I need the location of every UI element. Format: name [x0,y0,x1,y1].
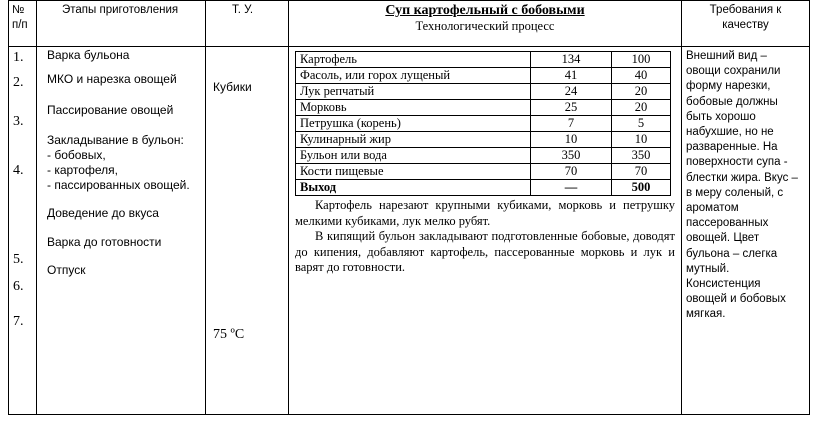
step-number-5: 5. [13,252,24,267]
header-requirements [682,3,809,33]
step-number-3: 3. [13,114,24,129]
stage-saute: Пассирование овощей [47,103,174,117]
ingredient-gross: 10 [531,132,612,148]
ingredient-net: 20 [612,100,671,116]
header-stages: Этапы приготовления [62,4,179,16]
header-requirements-line2: качеству [722,19,769,31]
stage-add-to-broth [47,133,190,193]
stage-serve: Отпуск [47,263,86,277]
ingredient-name: Кости пищевые [296,164,531,180]
ingredient-name: Бульон или вода [296,148,531,164]
ingredient-gross: 7 [531,116,612,132]
ingredient-gross: 25 [531,100,612,116]
ingredient-net: 70 [612,164,671,180]
ingredient-net: 40 [612,68,671,84]
header-temp: Т. У. [232,4,254,16]
stage-add-title: Закладывание в бульон: [47,133,184,147]
ingredient-name: Картофель [296,52,531,68]
ingredient-net: 100 [612,52,671,68]
dish-subtitle: Технологический процесс [415,19,555,33]
step-number-4: 4. [13,163,24,178]
ingredient-name: Морковь [296,100,531,116]
stage-add-potato: - картофеля, [47,163,118,177]
ingredient-row [296,68,671,84]
ingredient-row [296,132,671,148]
header-number-line2: п/п [12,19,28,31]
ingredient-row [296,180,671,196]
dish-title: Суп картофельный с бобовыми [385,3,585,18]
cut-shape: Кубики [213,80,252,94]
ingredient-gross: 41 [531,68,612,84]
ingredient-row [296,52,671,68]
ingredients-table [295,51,671,196]
ingredient-row [296,84,671,100]
step-number-1: 1. [13,50,24,65]
stage-add-beans: - бобовых, [47,148,106,162]
ingredient-row [296,100,671,116]
header-number-line1: № [12,4,25,16]
header-requirements-line1: Требования к [709,4,782,16]
process-text [295,198,675,276]
ingredient-name: Выход [296,180,531,196]
ingredient-name: Лук репчатый [296,84,531,100]
ingredient-gross: 134 [531,52,612,68]
ingredient-gross: 350 [531,148,612,164]
ingredient-net: 10 [612,132,671,148]
ingredient-row [296,148,671,164]
header-number [12,3,36,33]
stage-add-sauteed: - пассированных овощей. [47,178,190,192]
ingredient-name: Кулинарный жир [296,132,531,148]
stage-vegetable-prep: МКО и нарезка овощей [47,72,177,86]
ingredient-gross: — [531,180,612,196]
serve-temperature: 75 ºС [213,327,245,342]
stage-broth: Варка бульона [47,48,130,62]
ingredient-net: 350 [612,148,671,164]
ingredient-gross: 24 [531,84,612,100]
ingredient-name: Петрушка (корень) [296,116,531,132]
step-number-6: 6. [13,279,24,294]
process-paragraph-1: Картофель нарезают крупными кубиками, морковь и петрушку мелкими кубиками, лук мелко рубят. [295,198,675,228]
ingredient-row [296,116,671,132]
process-paragraph-2: В кипящий бульон закладывают подготовленные бобовые, доводят до кипения, добавляют картофель, пассерованные морковь и лук и варят до готовности. [295,229,675,274]
stage-season: Доведение до вкуса [47,206,159,220]
stage-boil: Варка до готовности [47,235,162,249]
quality-requirements: Внешний вид – овощи сохранили форму нарезки, бобовые должны быть хорошо набухшие, но не разваренные. На поверхности супа - блестки жира. Вкус – в меру соленый, с ароматом пассерованных овощей. Цвет бульона – слегка мутный. Консистенция овощей и бобовых мягкая. [686,50,798,321]
step-number-2: 2. [13,75,24,90]
ingredient-net: 500 [612,180,671,196]
ingredient-row [296,164,671,180]
ingredient-gross: 70 [531,164,612,180]
ingredient-name: Фасоль, или горох лущеный [296,68,531,84]
ingredient-net: 20 [612,84,671,100]
ingredient-net: 5 [612,116,671,132]
step-number-7: 7. [13,314,24,329]
